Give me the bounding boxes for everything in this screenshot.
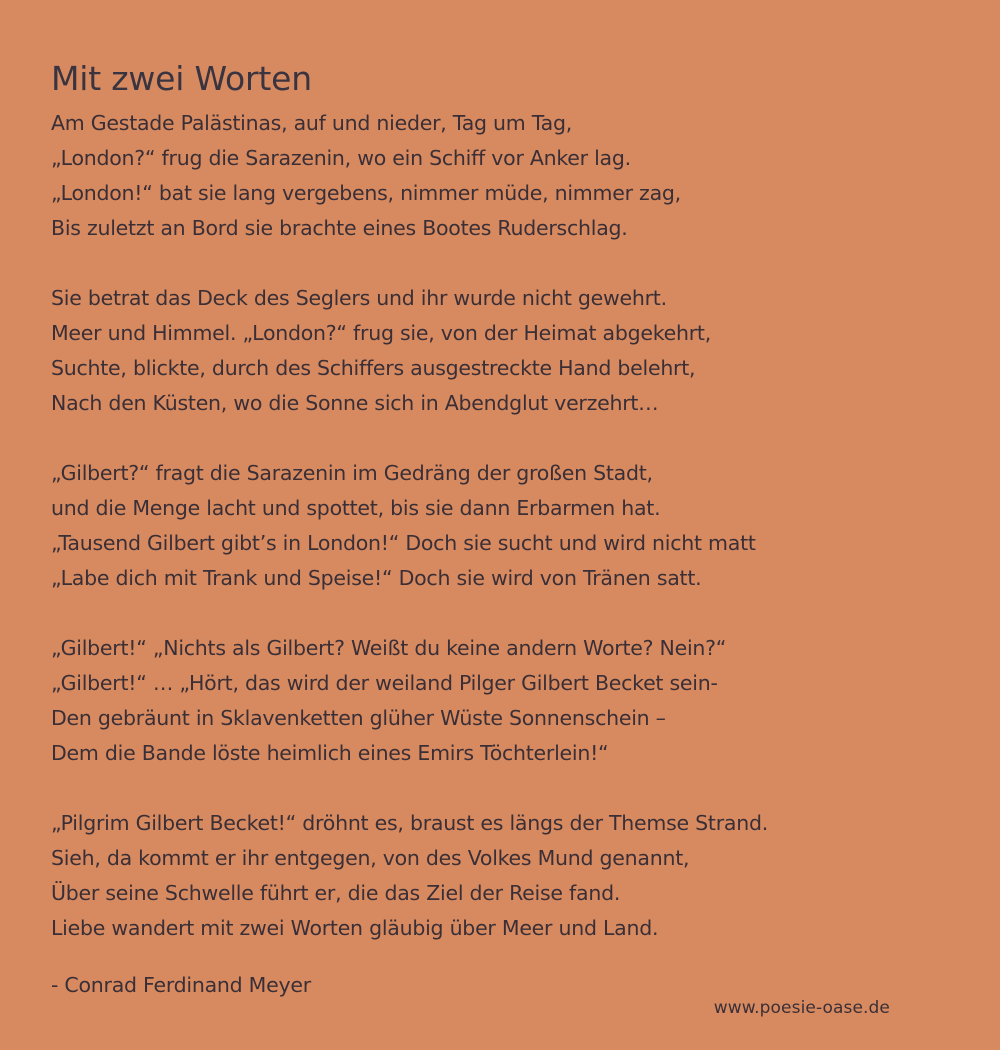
stanza-3 — [51, 456, 951, 596]
poem-line: Nach den Küsten, wo die Sonne sich in Abendglut verzehrt… — [51, 391, 659, 415]
poem-title: Mit zwei Worten — [51, 59, 312, 98]
poem-card — [51, 58, 951, 981]
poem-line: Dem die Bande löste heimlich eines Emirs Töchterlein!“ — [51, 741, 609, 765]
poem-line: Am Gestade Palästinas, auf und nieder, Tag um Tag, — [51, 111, 572, 135]
stanza-5 — [51, 806, 951, 946]
poem-line: „Pilgrim Gilbert Becket!“ dröhnt es, braust es längs der Themse Strand. — [51, 811, 768, 835]
stanza-1 — [51, 106, 951, 246]
stanza-4 — [51, 631, 951, 771]
poem-line: „Gilbert?“ fragt die Sarazenin im Gedräng der großen Stadt, — [51, 461, 653, 485]
poem-line: Sieh, da kommt er ihr entgegen, von des Volkes Mund genannt, — [51, 846, 690, 870]
poem-line: Bis zuletzt an Bord sie brachte eines Bootes Ruderschlag. — [51, 216, 628, 240]
poem-line: „Tausend Gilbert gibt’s in London!“ Doch sie sucht und wird nicht matt — [51, 531, 756, 555]
poem-author: - Conrad Ferdinand Meyer — [51, 973, 311, 997]
poem-line: „London?“ frug die Sarazenin, wo ein Schiff vor Anker lag. — [51, 146, 631, 170]
poem-line: „London!“ bat sie lang vergebens, nimmer müde, nimmer zag, — [51, 181, 681, 205]
poem-line: Meer und Himmel. „London?“ frug sie, von der Heimat abgekehrt, — [51, 321, 711, 345]
poem-line: „Gilbert!“ „Nichts als Gilbert? Weißt du keine andern Worte? Nein?“ — [51, 636, 727, 660]
poem-line: „Gilbert!“ … „Hört, das wird der weiland Pilger Gilbert Becket sein- — [51, 671, 718, 695]
poem-line: Den gebräunt in Sklavenketten glüher Wüste Sonnenschein – — [51, 706, 666, 730]
poem-line: Liebe wandert mit zwei Worten gläubig über Meer und Land. — [51, 916, 659, 940]
poem-line: Suchte, blickte, durch des Schiffers ausgestreckte Hand belehrt, — [51, 356, 696, 380]
poem-line: Über seine Schwelle führt er, die das Ziel der Reise fand. — [51, 881, 621, 905]
stanza-2 — [51, 281, 951, 421]
poem-line: „Labe dich mit Trank und Speise!“ Doch sie wird von Tränen satt. — [51, 566, 702, 590]
poem-line: und die Menge lacht und spottet, bis sie dann Erbarmen hat. — [51, 496, 661, 520]
poem-line: Sie betrat das Deck des Seglers und ihr wurde nicht gewehrt. — [51, 286, 667, 310]
website-url: www.poesie-oase.de — [713, 998, 890, 1018]
